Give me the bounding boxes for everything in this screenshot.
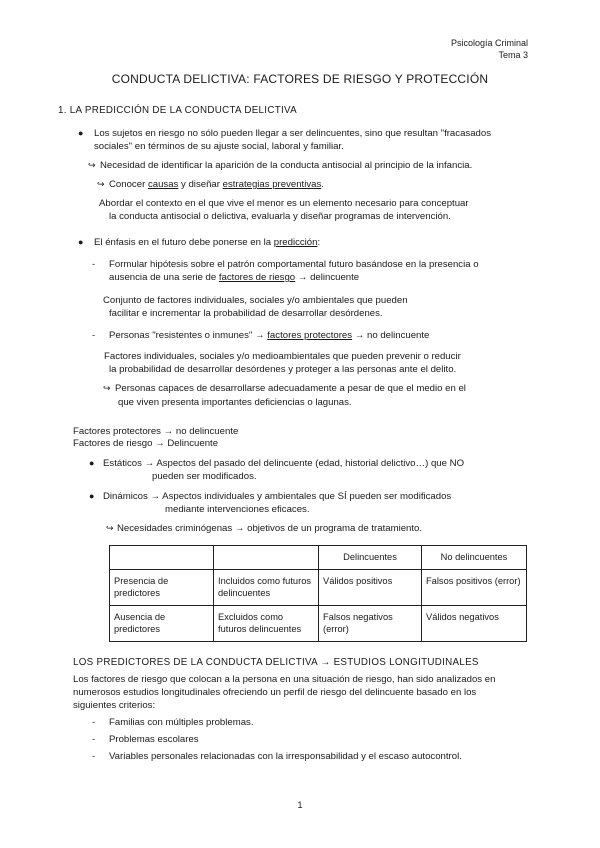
table-row: [110, 570, 527, 606]
static-line2: pueden ser modificados.: [152, 471, 257, 482]
bullet-dot-icon: ●: [89, 491, 95, 501]
dynamic-line2: mediante intervenciones eficaces.: [165, 504, 310, 515]
risk-definition-line1: Conjunto de factores individuales, sociales y/o ambientales que pueden: [103, 295, 408, 306]
dynamic-line1: Dinámicos → Aspectos individuales y ambientales que SÍ pueden ser modificados: [103, 491, 452, 502]
arrow1-text: Necesidad de identificar la aparición de la conducta antisocial al principio de la infancia.: [100, 160, 473, 171]
needs-line: Necesidades criminógenas → objetivos de un programa de tratamiento.: [117, 523, 423, 534]
list-item: Familias con múltiples problemas.: [109, 717, 254, 728]
bullet-dot-icon: ●: [78, 128, 84, 138]
protective-definition-line1: Factores individuales, sociales y/o medioambientales que pueden prevenir o reducir: [104, 351, 461, 362]
context-line2: la conducta antisocial o delictiva, evaluarla y diseñar programas de intervención.: [109, 211, 451, 222]
dash-icon: -: [92, 734, 96, 745]
header-unit: Tema 3: [498, 50, 528, 60]
table-header-cell: [214, 546, 319, 570]
table-header-cell: No delincuentes: [422, 546, 527, 570]
table-cell: Excluidos como futuros delincuentes: [214, 606, 319, 642]
arrow2-line2: que viven presenta importantes deficiencias o lagunas.: [118, 397, 352, 408]
table-cell: Falsos positivos (error): [422, 570, 527, 606]
section1-heading: 1. LA PREDICCIÓN DE LA CONDUCTA DELICTIVA: [58, 105, 297, 116]
list-item: Variables personales relacionadas con la irresponsabilidad y el escaso autocontrol.: [109, 751, 462, 762]
table-cell: Ausencia de predictores: [110, 606, 214, 642]
context-line1: Abordar el contexto en el que vive el menor es un elemento necesario para conceptuar: [99, 198, 469, 209]
risk-definition-line2: facilitar e incrementar la probabilidad de desarrollar desórdenes.: [109, 308, 383, 319]
dash-icon: -: [92, 259, 96, 270]
factors-risk: Factores de riesgo → Delincuente: [73, 438, 219, 449]
table-row: [110, 606, 527, 642]
hook-arrow-icon: ↪: [97, 179, 105, 189]
protective-definition-line2: la probabilidad de desarrollar desórdenes y proteger a las personas ante el delito.: [109, 364, 457, 375]
dash-icon: -: [92, 717, 96, 728]
section2-paragraph-line3: siguientes criterios:: [73, 700, 156, 711]
table-cell: Falsos negativos (error): [319, 606, 422, 642]
section2-paragraph-line2: numerosos estudios longitudinales ofreciendo un perfil de riesgo del delincuente basado en los: [73, 687, 477, 698]
bullet2-line: El énfasis en el futuro debe ponerse en la predicción:: [94, 237, 321, 248]
table-cell: Válidos positivos: [319, 570, 422, 606]
section2-heading: LOS PREDICTORES DE LA CONDUCTA DELICTIVA → ESTUDIOS LONGITUDINALES: [73, 657, 479, 668]
dash1-line1: Formular hipótesis sobre el patrón comportamental futuro basándose en la presencia o: [109, 259, 479, 270]
list-item: Problemas escolares: [109, 734, 199, 745]
hook-arrow-icon: ↪: [88, 160, 96, 170]
bullet1-line2: sociales" en términos de su ajuste social, laboral y familiar.: [94, 141, 344, 152]
table-cell: Válidos negativos: [422, 606, 527, 642]
table-cell: Presencia de predictores: [110, 570, 214, 606]
bullet-dot-icon: ●: [89, 458, 95, 468]
table-header-cell: [110, 546, 214, 570]
page-number: 1: [297, 800, 303, 810]
table-cell: Incluidos como futuros delincuentes: [214, 570, 319, 606]
static-line1: Estáticos → Aspectos del pasado del delincuente (edad, historial delictivo…) que NO: [103, 458, 465, 469]
factors-protective: Factores protectores → no delincuente: [73, 426, 239, 437]
page-title: CONDUCTA DELICTIVA: FACTORES DE RIESGO Y PROTECCIÓN: [111, 72, 489, 86]
bullet1-line1: Los sujetos en riesgo no sólo pueden llegar a ser delincuentes, sino que resultan "fracasados: [94, 128, 492, 139]
table-header-cell: Delincuentes: [319, 546, 422, 570]
arrow2-line1: Personas capaces de desarrollarse adecuadamente a pesar de que el medio en el: [115, 383, 466, 394]
prediction-table: [109, 545, 527, 642]
dash2-line: Personas "resistentes o inmunes" → factores protectores → no delincuente: [109, 330, 430, 341]
dash1-line2: ausencia de una serie de factores de riesgo → delincuente: [109, 272, 360, 283]
dash-icon: -: [92, 751, 96, 762]
dash-icon: -: [92, 330, 96, 341]
section2-paragraph-line1: Los factores de riesgo que colocan a la persona en una situación de riesgo, han sido analizados en: [73, 674, 496, 685]
know-causes-line: Conocer causas y diseñar estrategias preventivas.: [109, 179, 324, 190]
header-subject: Psicología Criminal: [450, 38, 528, 48]
hook-arrow-icon: ↪: [103, 383, 111, 393]
bullet-dot-icon: ●: [78, 237, 84, 247]
hook-arrow-icon: ↪: [106, 523, 114, 533]
